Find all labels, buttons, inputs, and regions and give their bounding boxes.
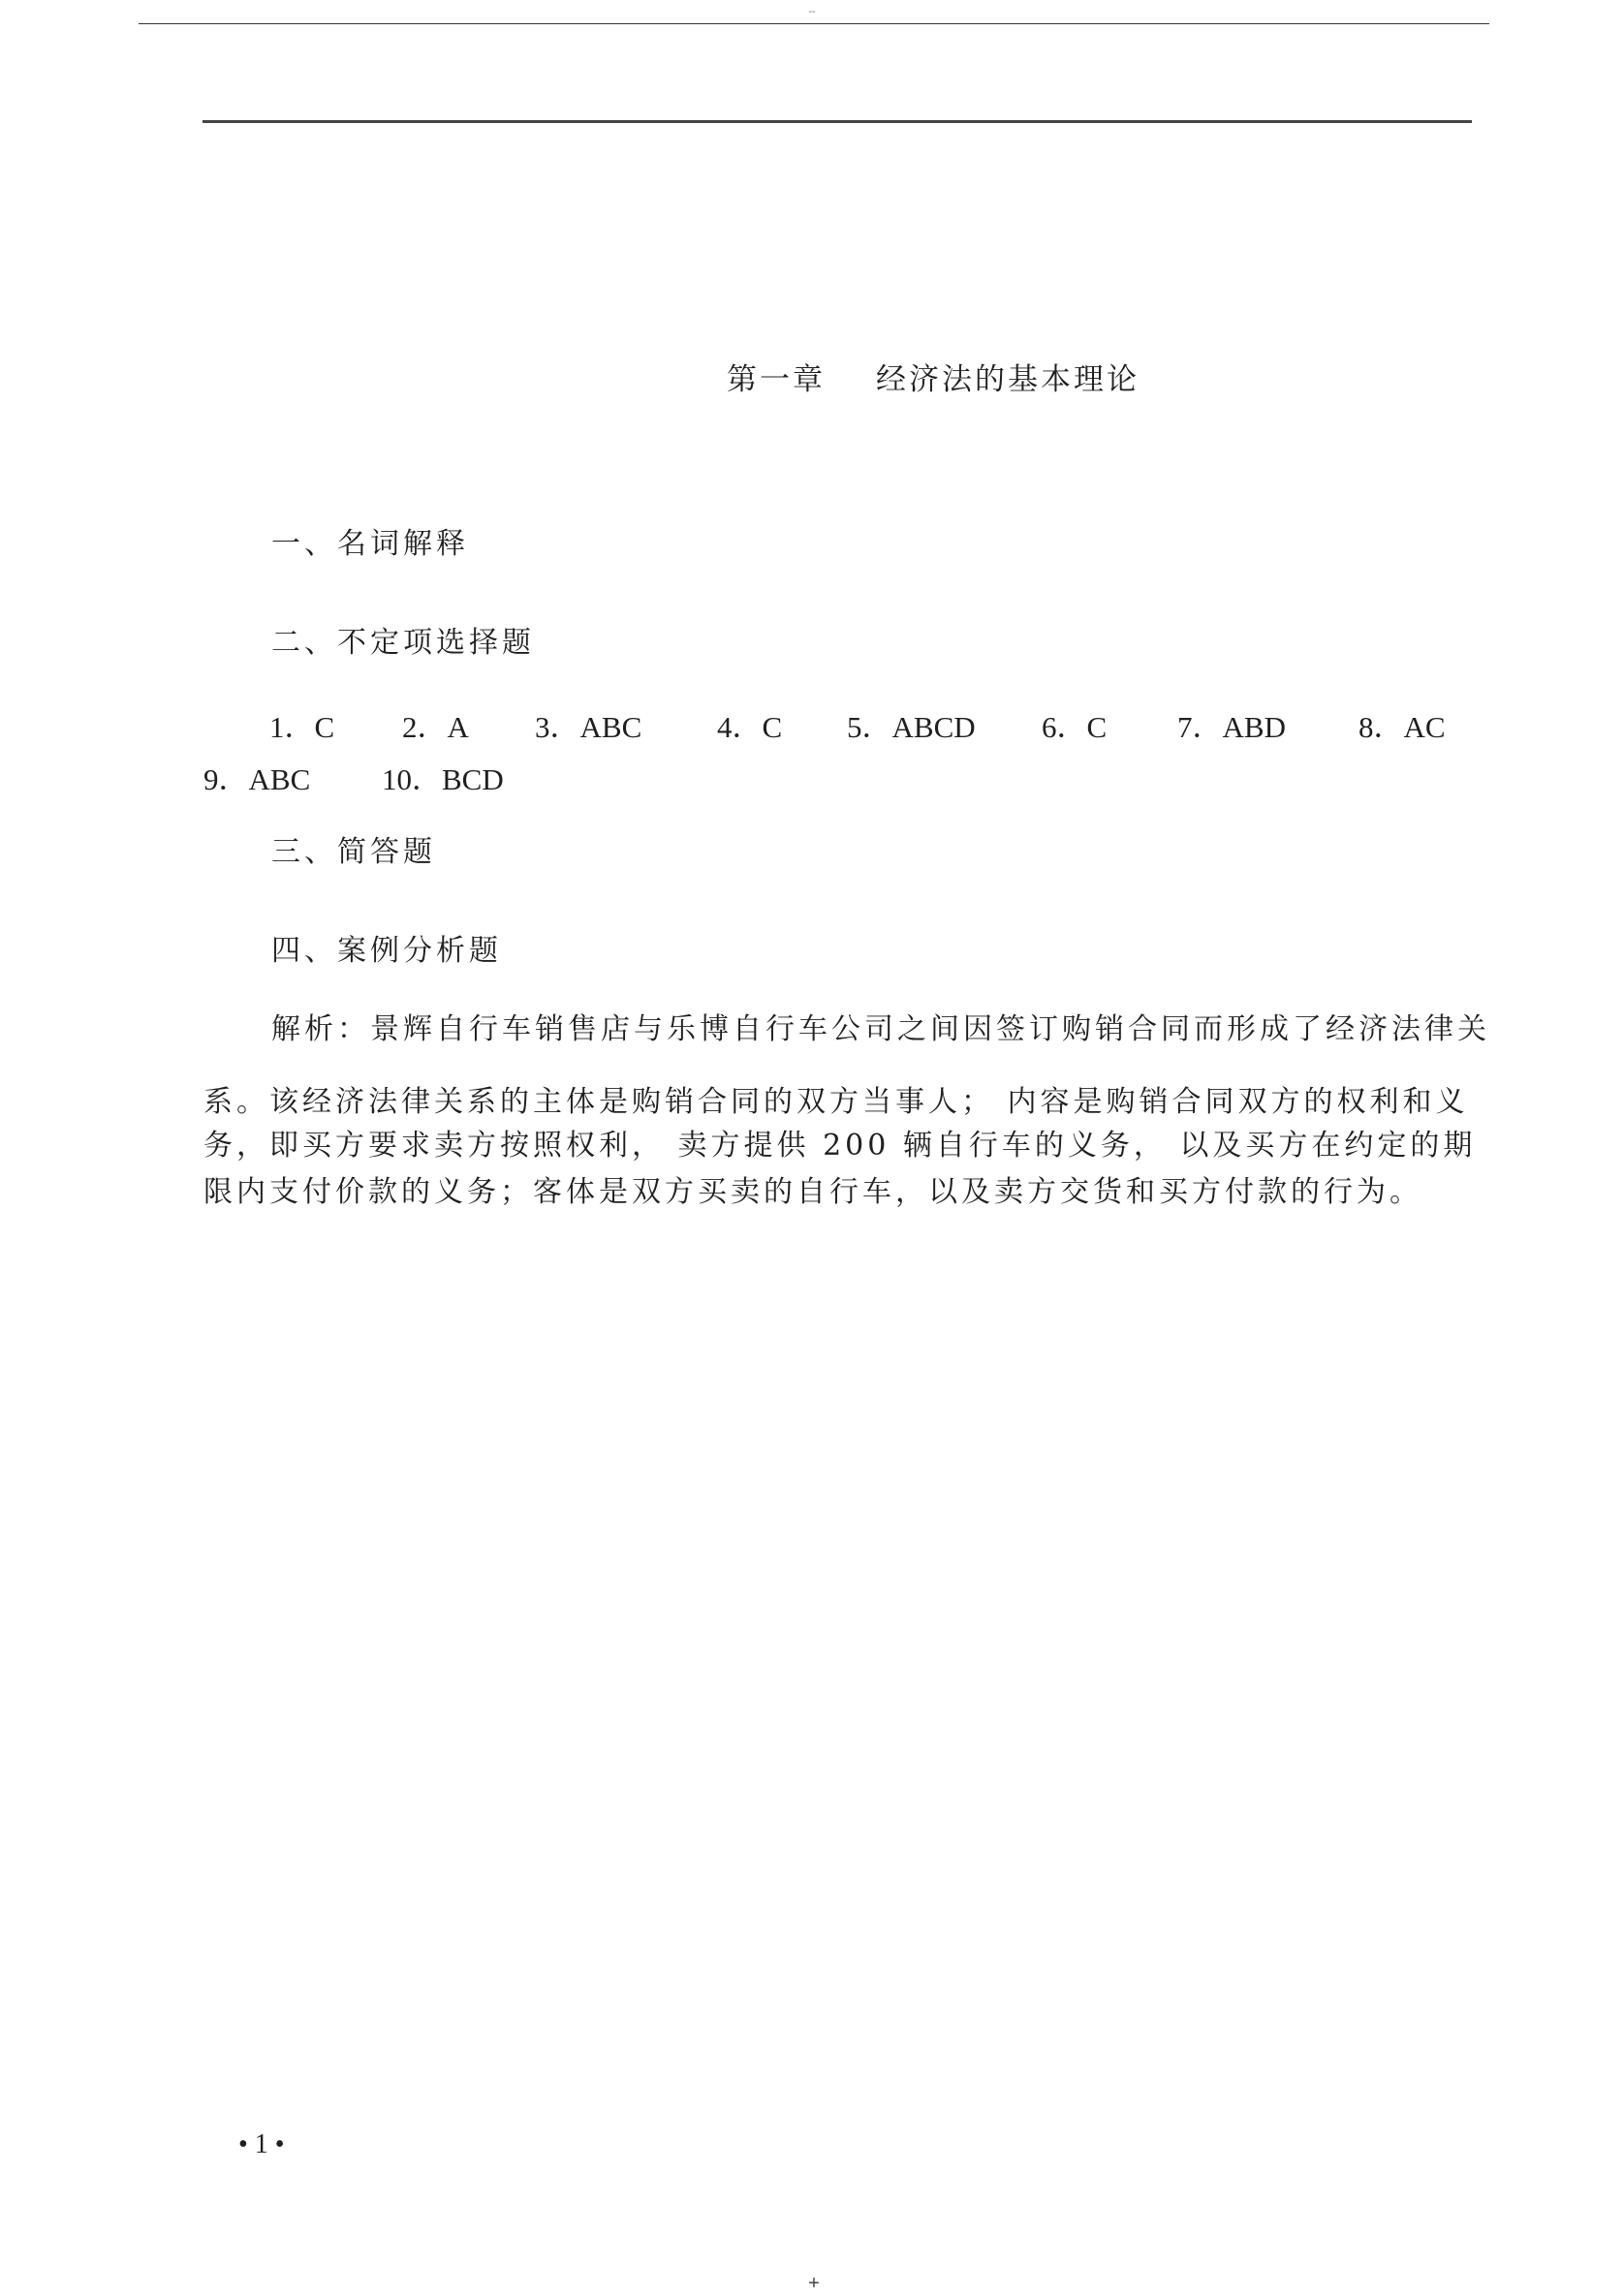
answer-item: 1．C [269, 710, 335, 744]
section-heading-terms: 一、名词解释 [271, 527, 469, 561]
section-heading-case-analysis: 四、案例分析题 [271, 934, 502, 968]
analysis-line-3: 务，即买方要求卖方按照权利， 卖方提供 200 辆自行车的义务， 以及买方在约定的期 [203, 1129, 1477, 1163]
header-rule [203, 120, 1472, 123]
answer-item: 8．AC [1359, 710, 1446, 744]
section-heading-multiple-choice: 二、不定项选择题 [271, 626, 535, 660]
analysis-line-2: 系。该经济法律关系的主体是购销合同的双方当事人； 内容是购销合同双方的权利和义 [203, 1085, 1469, 1119]
section-heading-short-answer: 三、简答题 [271, 835, 436, 869]
answer-item: 6．C [1042, 710, 1108, 744]
top-mark: -- [808, 6, 816, 17]
answer-item: 4．C [717, 710, 783, 744]
bottom-mark: + [808, 2273, 820, 2294]
page-number: • 1 • [238, 2129, 285, 2159]
analysis-line-4: 限内支付价款的义务；客体是双方买卖的自行车，以及卖方交货和买方付款的行为。 [203, 1175, 1422, 1209]
top-rule [139, 23, 1489, 24]
answer-item: 3．ABC [535, 710, 642, 744]
answer-item: 7．ABD [1177, 710, 1286, 744]
answer-item: 5．ABCD [847, 710, 976, 744]
analysis-line-1: 解析：景辉自行车销售店与乐博自行车公司之间因签订购销合同而形成了经济法律关 [271, 1012, 1490, 1046]
chapter-name: 经济法的基本理论 [876, 362, 1140, 397]
page-title [727, 360, 1140, 399]
answer-list [203, 708, 1473, 805]
answer-item: 9．ABC [203, 762, 311, 796]
chapter-number: 第一章 [727, 362, 826, 397]
answer-item: 10．BCD [382, 762, 504, 796]
answer-item: 2．A [402, 710, 469, 744]
